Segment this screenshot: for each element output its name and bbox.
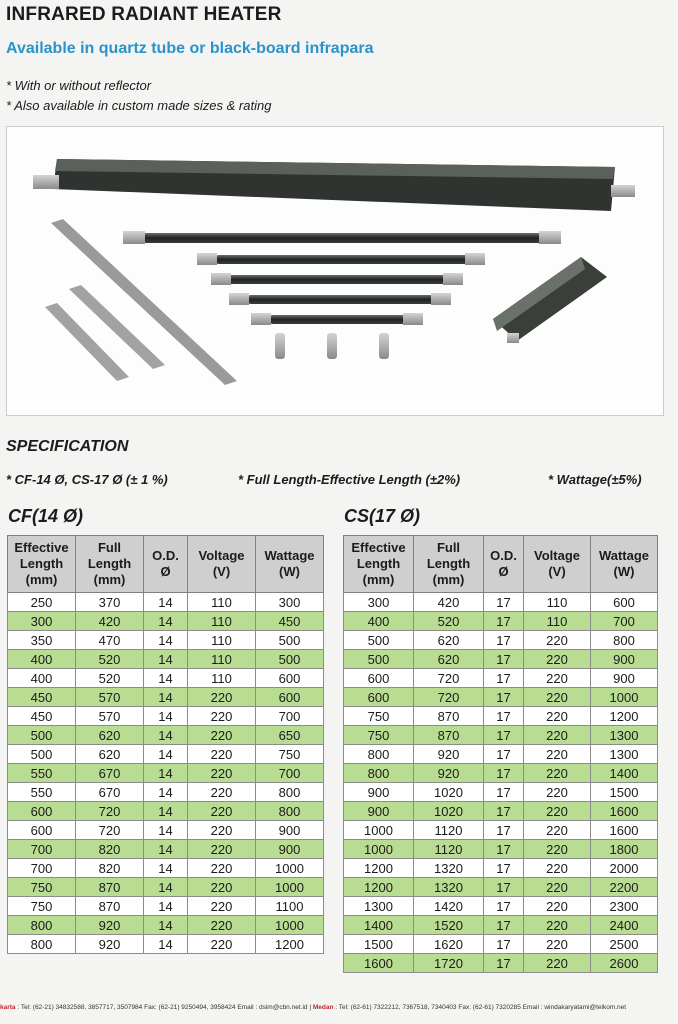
table-cell: 220 bbox=[524, 935, 591, 954]
table-row bbox=[344, 935, 658, 954]
table-row bbox=[344, 688, 658, 707]
table-cell: 17 bbox=[484, 612, 524, 631]
table-cell: 110 bbox=[188, 669, 256, 688]
table-cell: 1520 bbox=[414, 916, 484, 935]
table-cell: 1120 bbox=[414, 840, 484, 859]
table-cell: 14 bbox=[144, 688, 188, 707]
table-cell: 1300 bbox=[591, 745, 658, 764]
table-cell: 17 bbox=[484, 916, 524, 935]
column-header-line: Voltage bbox=[534, 548, 580, 563]
table-cell: 420 bbox=[414, 593, 484, 612]
table-cell: 1400 bbox=[344, 916, 414, 935]
table-cell: 17 bbox=[484, 859, 524, 878]
column-header-line: (V) bbox=[548, 564, 566, 579]
table-row bbox=[8, 897, 324, 916]
table-cell: 17 bbox=[484, 878, 524, 897]
table-row bbox=[8, 707, 324, 726]
table-cell: 1000 bbox=[344, 840, 414, 859]
table-cell: 620 bbox=[414, 631, 484, 650]
table-cell: 14 bbox=[144, 612, 188, 631]
column-header-line: (W) bbox=[613, 564, 635, 579]
column-header-line: Length bbox=[356, 556, 401, 571]
table-cell: 220 bbox=[524, 954, 591, 973]
table-cell: 800 bbox=[8, 916, 76, 935]
table-row bbox=[8, 916, 324, 935]
table-header-row bbox=[8, 536, 324, 593]
table-cell: 1400 bbox=[591, 764, 658, 783]
table-cell: 900 bbox=[344, 783, 414, 802]
column-header-line: (mm) bbox=[432, 572, 465, 587]
table-cell: 220 bbox=[524, 745, 591, 764]
feature-list bbox=[6, 76, 271, 116]
table-cell: 620 bbox=[76, 745, 144, 764]
table-cell: 1600 bbox=[344, 954, 414, 973]
table-cell: 17 bbox=[484, 954, 524, 973]
column-header-line: Voltage bbox=[198, 548, 245, 563]
table-cell: 900 bbox=[591, 650, 658, 669]
table-row bbox=[344, 859, 658, 878]
table-cell: 400 bbox=[344, 612, 414, 631]
table-cell: 14 bbox=[144, 631, 188, 650]
column-header-line: Effective bbox=[14, 540, 69, 555]
table-cell: 14 bbox=[144, 669, 188, 688]
table-row bbox=[344, 764, 658, 783]
table-cell: 14 bbox=[144, 916, 188, 935]
table-cell: 220 bbox=[524, 726, 591, 745]
table-cell: 220 bbox=[188, 764, 256, 783]
table-cell: 17 bbox=[484, 669, 524, 688]
table-cell: 1020 bbox=[414, 783, 484, 802]
table-cell: 220 bbox=[188, 707, 256, 726]
table-cell: 1200 bbox=[344, 859, 414, 878]
footer-city: Medan bbox=[312, 1004, 334, 1011]
column-header-line: Effective bbox=[351, 540, 406, 555]
tolerance-note-od: * CF-14 Ø, CS-17 Ø (± 1 %) bbox=[6, 472, 168, 487]
table-cell: 220 bbox=[524, 878, 591, 897]
table-cell: 1300 bbox=[344, 897, 414, 916]
table-row bbox=[8, 688, 324, 707]
column-header bbox=[76, 536, 144, 593]
table-row bbox=[344, 745, 658, 764]
table-cell: 700 bbox=[8, 859, 76, 878]
table-cell: 1120 bbox=[414, 821, 484, 840]
column-header-line: Length bbox=[19, 556, 64, 571]
table-cell: 900 bbox=[256, 821, 324, 840]
table-cell: 1000 bbox=[256, 859, 324, 878]
table-cell: 17 bbox=[484, 688, 524, 707]
table-cell: 220 bbox=[524, 840, 591, 859]
table-cell: 1200 bbox=[256, 935, 324, 954]
table-row bbox=[8, 745, 324, 764]
long-reflector-heater bbox=[33, 159, 635, 211]
table-cell: 14 bbox=[144, 935, 188, 954]
table-cell: 220 bbox=[524, 783, 591, 802]
table-cell: 420 bbox=[76, 612, 144, 631]
table-cell: 1800 bbox=[591, 840, 658, 859]
footer-city: karta bbox=[0, 1004, 16, 1011]
table-row bbox=[344, 916, 658, 935]
table-cell: 800 bbox=[256, 783, 324, 802]
table-cell: 300 bbox=[256, 593, 324, 612]
table-cell: 17 bbox=[484, 650, 524, 669]
table-cell: 1600 bbox=[591, 802, 658, 821]
table-cell: 17 bbox=[484, 783, 524, 802]
table-cell: 14 bbox=[144, 802, 188, 821]
table-cell: 220 bbox=[188, 688, 256, 707]
table-cell: 17 bbox=[484, 764, 524, 783]
column-header bbox=[484, 536, 524, 593]
table-cell: 900 bbox=[256, 840, 324, 859]
table-cell: 14 bbox=[144, 726, 188, 745]
table-cell: 500 bbox=[256, 650, 324, 669]
table-cell: 110 bbox=[188, 631, 256, 650]
table-cell: 450 bbox=[8, 688, 76, 707]
table-row bbox=[344, 707, 658, 726]
column-header-line: Ø bbox=[160, 564, 171, 579]
table-cell: 620 bbox=[76, 726, 144, 745]
table-cell: 1320 bbox=[414, 859, 484, 878]
table-cell: 900 bbox=[591, 669, 658, 688]
table-cell: 17 bbox=[484, 707, 524, 726]
table-cell: 1000 bbox=[256, 878, 324, 897]
table-cell: 17 bbox=[484, 593, 524, 612]
table-cell: 900 bbox=[344, 802, 414, 821]
column-header-line: O.D. bbox=[152, 548, 179, 563]
table-cell: 570 bbox=[76, 707, 144, 726]
table-cell: 750 bbox=[8, 878, 76, 897]
table-row bbox=[8, 840, 324, 859]
table-row bbox=[344, 650, 658, 669]
table-cell: 500 bbox=[8, 726, 76, 745]
column-header-line: Length bbox=[87, 556, 132, 571]
column-header-line: (mm) bbox=[25, 572, 58, 587]
table-cell: 550 bbox=[8, 764, 76, 783]
table-cell: 800 bbox=[344, 764, 414, 783]
table-cell: 470 bbox=[76, 631, 144, 650]
table-cell: 14 bbox=[144, 878, 188, 897]
table-row bbox=[344, 840, 658, 859]
table-cell: 720 bbox=[76, 821, 144, 840]
table-cell: 14 bbox=[144, 783, 188, 802]
table-row bbox=[344, 878, 658, 897]
column-header-line: (V) bbox=[212, 564, 231, 579]
column-header bbox=[8, 536, 76, 593]
table-cell: 1000 bbox=[591, 688, 658, 707]
table-cell: 17 bbox=[484, 631, 524, 650]
page-title: INFRARED RADIANT HEATER bbox=[6, 4, 282, 25]
table-cell: 400 bbox=[8, 650, 76, 669]
table-cell: 14 bbox=[144, 764, 188, 783]
table-cell: 110 bbox=[188, 612, 256, 631]
table-cell: 220 bbox=[188, 859, 256, 878]
table-cell: 700 bbox=[8, 840, 76, 859]
tolerance-note-length: * Full Length-Effective Length (±2%) bbox=[238, 472, 461, 487]
column-header-line: Full bbox=[436, 540, 461, 555]
footer-contact: : Tel: (62-61) 7322212, 7367518, 7340403 Fax: (62-61) 7320285 Email : windakaryatami@telkom.net bbox=[335, 1004, 627, 1011]
table-row bbox=[8, 631, 324, 650]
table-cell: 870 bbox=[414, 707, 484, 726]
table-cell: 820 bbox=[76, 859, 144, 878]
table-cell: 1500 bbox=[591, 783, 658, 802]
table-row bbox=[344, 612, 658, 631]
table-cell: 17 bbox=[484, 802, 524, 821]
table-cell: 370 bbox=[76, 593, 144, 612]
table-cell: 620 bbox=[414, 650, 484, 669]
table-cell: 520 bbox=[76, 650, 144, 669]
table-cell: 500 bbox=[256, 631, 324, 650]
table-cell: 550 bbox=[8, 783, 76, 802]
table-cell: 670 bbox=[76, 764, 144, 783]
table-row bbox=[8, 593, 324, 612]
table-cell: 1020 bbox=[414, 802, 484, 821]
cf-spec-table bbox=[7, 535, 324, 954]
table-cell: 14 bbox=[144, 840, 188, 859]
table-cell: 110 bbox=[524, 593, 591, 612]
table-cell: 2500 bbox=[591, 935, 658, 954]
table-row bbox=[8, 650, 324, 669]
footer-contact: : Tel: (62-21) 34832588, 3857717, 3507984 Fax: (62-21) 9250494, 3958424 Email : dsim@cbn.net.id | bbox=[17, 1004, 312, 1011]
table-cell: 2600 bbox=[591, 954, 658, 973]
table-header-row bbox=[344, 536, 658, 593]
table-cell: 14 bbox=[144, 897, 188, 916]
table-cell: 700 bbox=[591, 612, 658, 631]
table-row bbox=[344, 821, 658, 840]
table-cell: 220 bbox=[188, 821, 256, 840]
table-row bbox=[8, 859, 324, 878]
table-row bbox=[344, 954, 658, 973]
table-cell: 14 bbox=[144, 707, 188, 726]
table-cell: 750 bbox=[344, 707, 414, 726]
table-cell: 220 bbox=[524, 707, 591, 726]
table-row bbox=[8, 821, 324, 840]
table-cell: 220 bbox=[524, 821, 591, 840]
column-header bbox=[188, 536, 256, 593]
table-cell: 750 bbox=[256, 745, 324, 764]
column-header-line: Wattage bbox=[598, 548, 650, 563]
table-cell: 1200 bbox=[344, 878, 414, 897]
table-cell: 250 bbox=[8, 593, 76, 612]
column-header-line: O.D. bbox=[490, 548, 517, 563]
table-cell: 14 bbox=[144, 821, 188, 840]
table-cell: 600 bbox=[256, 688, 324, 707]
table-cell: 220 bbox=[524, 859, 591, 878]
table-cell: 500 bbox=[344, 650, 414, 669]
heater-illustration bbox=[7, 127, 663, 415]
column-header-line: Full bbox=[97, 540, 122, 555]
table-cell: 17 bbox=[484, 821, 524, 840]
table-cell: 220 bbox=[188, 802, 256, 821]
table-cell: 920 bbox=[76, 935, 144, 954]
table-cell: 1620 bbox=[414, 935, 484, 954]
table-cell: 520 bbox=[76, 669, 144, 688]
table-cell: 17 bbox=[484, 726, 524, 745]
table-cell: 750 bbox=[344, 726, 414, 745]
feature-item: * With or without reflector bbox=[6, 78, 152, 93]
table-cell: 350 bbox=[8, 631, 76, 650]
table-cell: 570 bbox=[76, 688, 144, 707]
table-cell: 110 bbox=[188, 593, 256, 612]
table-cell: 300 bbox=[8, 612, 76, 631]
table-cell: 14 bbox=[144, 745, 188, 764]
table-cell: 500 bbox=[8, 745, 76, 764]
table-cell: 750 bbox=[8, 897, 76, 916]
column-header bbox=[524, 536, 591, 593]
cs-table-title: CS(17 Ø) bbox=[344, 506, 421, 526]
table-cell: 700 bbox=[256, 707, 324, 726]
table-cell: 800 bbox=[591, 631, 658, 650]
table-cell: 220 bbox=[188, 916, 256, 935]
table-cell: 17 bbox=[484, 745, 524, 764]
table-row bbox=[344, 726, 658, 745]
table-row bbox=[344, 897, 658, 916]
table-cell: 2200 bbox=[591, 878, 658, 897]
table-cell: 1000 bbox=[344, 821, 414, 840]
table-cell: 2000 bbox=[591, 859, 658, 878]
table-cell: 670 bbox=[76, 783, 144, 802]
table-cell: 600 bbox=[344, 669, 414, 688]
table-cell: 220 bbox=[524, 802, 591, 821]
table-cell: 14 bbox=[144, 650, 188, 669]
column-header bbox=[256, 536, 324, 593]
table-cell: 220 bbox=[188, 745, 256, 764]
table-cell: 1600 bbox=[591, 821, 658, 840]
table-cell: 220 bbox=[188, 726, 256, 745]
table-row bbox=[8, 764, 324, 783]
footer-contacts bbox=[0, 1004, 678, 1011]
table-cell: 600 bbox=[256, 669, 324, 688]
specification-heading: SPECIFICATION bbox=[6, 438, 129, 455]
tolerance-note-wattage: * Wattage(±5%) bbox=[548, 472, 642, 487]
table-cell: 920 bbox=[76, 916, 144, 935]
table-row bbox=[344, 669, 658, 688]
column-header bbox=[591, 536, 658, 593]
table-row bbox=[344, 593, 658, 612]
table-cell: 14 bbox=[144, 593, 188, 612]
table-cell: 600 bbox=[8, 802, 76, 821]
table-row bbox=[8, 612, 324, 631]
table-cell: 1300 bbox=[591, 726, 658, 745]
table-cell: 220 bbox=[188, 840, 256, 859]
table-cell: 450 bbox=[8, 707, 76, 726]
table-cell: 17 bbox=[484, 840, 524, 859]
table-cell: 220 bbox=[524, 669, 591, 688]
table-cell: 820 bbox=[76, 840, 144, 859]
table-cell: 2400 bbox=[591, 916, 658, 935]
column-header bbox=[344, 536, 414, 593]
table-cell: 300 bbox=[344, 593, 414, 612]
cf-table-title: CF(14 Ø) bbox=[8, 506, 84, 526]
column-header-line: (mm) bbox=[93, 572, 126, 587]
table-cell: 800 bbox=[256, 802, 324, 821]
table-cell: 800 bbox=[344, 745, 414, 764]
table-cell: 720 bbox=[414, 669, 484, 688]
column-header-line: (W) bbox=[279, 564, 300, 579]
table-cell: 450 bbox=[256, 612, 324, 631]
page-subtitle: Available in quartz tube or black-board infrapara bbox=[6, 40, 374, 57]
product-photo bbox=[6, 126, 664, 416]
table-cell: 920 bbox=[414, 745, 484, 764]
table-row bbox=[8, 783, 324, 802]
table-cell: 500 bbox=[344, 631, 414, 650]
table-cell: 800 bbox=[8, 935, 76, 954]
table-row bbox=[8, 935, 324, 954]
table-cell: 220 bbox=[188, 897, 256, 916]
cs-spec-table bbox=[343, 535, 658, 973]
table-cell: 1320 bbox=[414, 878, 484, 897]
table-cell: 110 bbox=[524, 612, 591, 631]
table-cell: 220 bbox=[188, 783, 256, 802]
table-cell: 1500 bbox=[344, 935, 414, 954]
reflector-box-heater bbox=[493, 257, 607, 343]
table-cell: 220 bbox=[188, 878, 256, 897]
column-header-line: (mm) bbox=[362, 572, 395, 587]
table-cell: 600 bbox=[8, 821, 76, 840]
table-cell: 1200 bbox=[591, 707, 658, 726]
table-cell: 220 bbox=[524, 897, 591, 916]
table-cell: 870 bbox=[76, 897, 144, 916]
table-cell: 220 bbox=[524, 688, 591, 707]
column-header bbox=[414, 536, 484, 593]
column-header bbox=[144, 536, 188, 593]
table-cell: 720 bbox=[76, 802, 144, 821]
table-row bbox=[8, 802, 324, 821]
table-row bbox=[344, 802, 658, 821]
table-row bbox=[344, 783, 658, 802]
table-row bbox=[8, 726, 324, 745]
table-cell: 870 bbox=[76, 878, 144, 897]
table-cell: 1720 bbox=[414, 954, 484, 973]
table-cell: 400 bbox=[8, 669, 76, 688]
table-cell: 220 bbox=[188, 935, 256, 954]
table-cell: 110 bbox=[188, 650, 256, 669]
table-cell: 600 bbox=[344, 688, 414, 707]
table-row bbox=[8, 878, 324, 897]
heater-rods bbox=[123, 231, 561, 325]
table-cell: 220 bbox=[524, 764, 591, 783]
table-cell: 220 bbox=[524, 650, 591, 669]
table-cell: 220 bbox=[524, 916, 591, 935]
table-cell: 17 bbox=[484, 935, 524, 954]
table-cell: 720 bbox=[414, 688, 484, 707]
table-cell: 1100 bbox=[256, 897, 324, 916]
table-cell: 1000 bbox=[256, 916, 324, 935]
table-cell: 520 bbox=[414, 612, 484, 631]
table-cell: 1420 bbox=[414, 897, 484, 916]
table-cell: 920 bbox=[414, 764, 484, 783]
column-header-line: Length bbox=[426, 556, 471, 571]
table-row bbox=[8, 669, 324, 688]
column-header-line: Wattage bbox=[264, 548, 315, 563]
table-cell: 650 bbox=[256, 726, 324, 745]
table-cell: 17 bbox=[484, 897, 524, 916]
table-cell: 600 bbox=[591, 593, 658, 612]
table-cell: 14 bbox=[144, 859, 188, 878]
table-row bbox=[344, 631, 658, 650]
table-cell: 220 bbox=[524, 631, 591, 650]
table-cell: 870 bbox=[414, 726, 484, 745]
feature-item: * Also available in custom made sizes & rating bbox=[6, 98, 272, 113]
column-header-line: Ø bbox=[498, 564, 509, 579]
table-cell: 700 bbox=[256, 764, 324, 783]
table-cell: 2300 bbox=[591, 897, 658, 916]
short-elements bbox=[275, 333, 389, 359]
